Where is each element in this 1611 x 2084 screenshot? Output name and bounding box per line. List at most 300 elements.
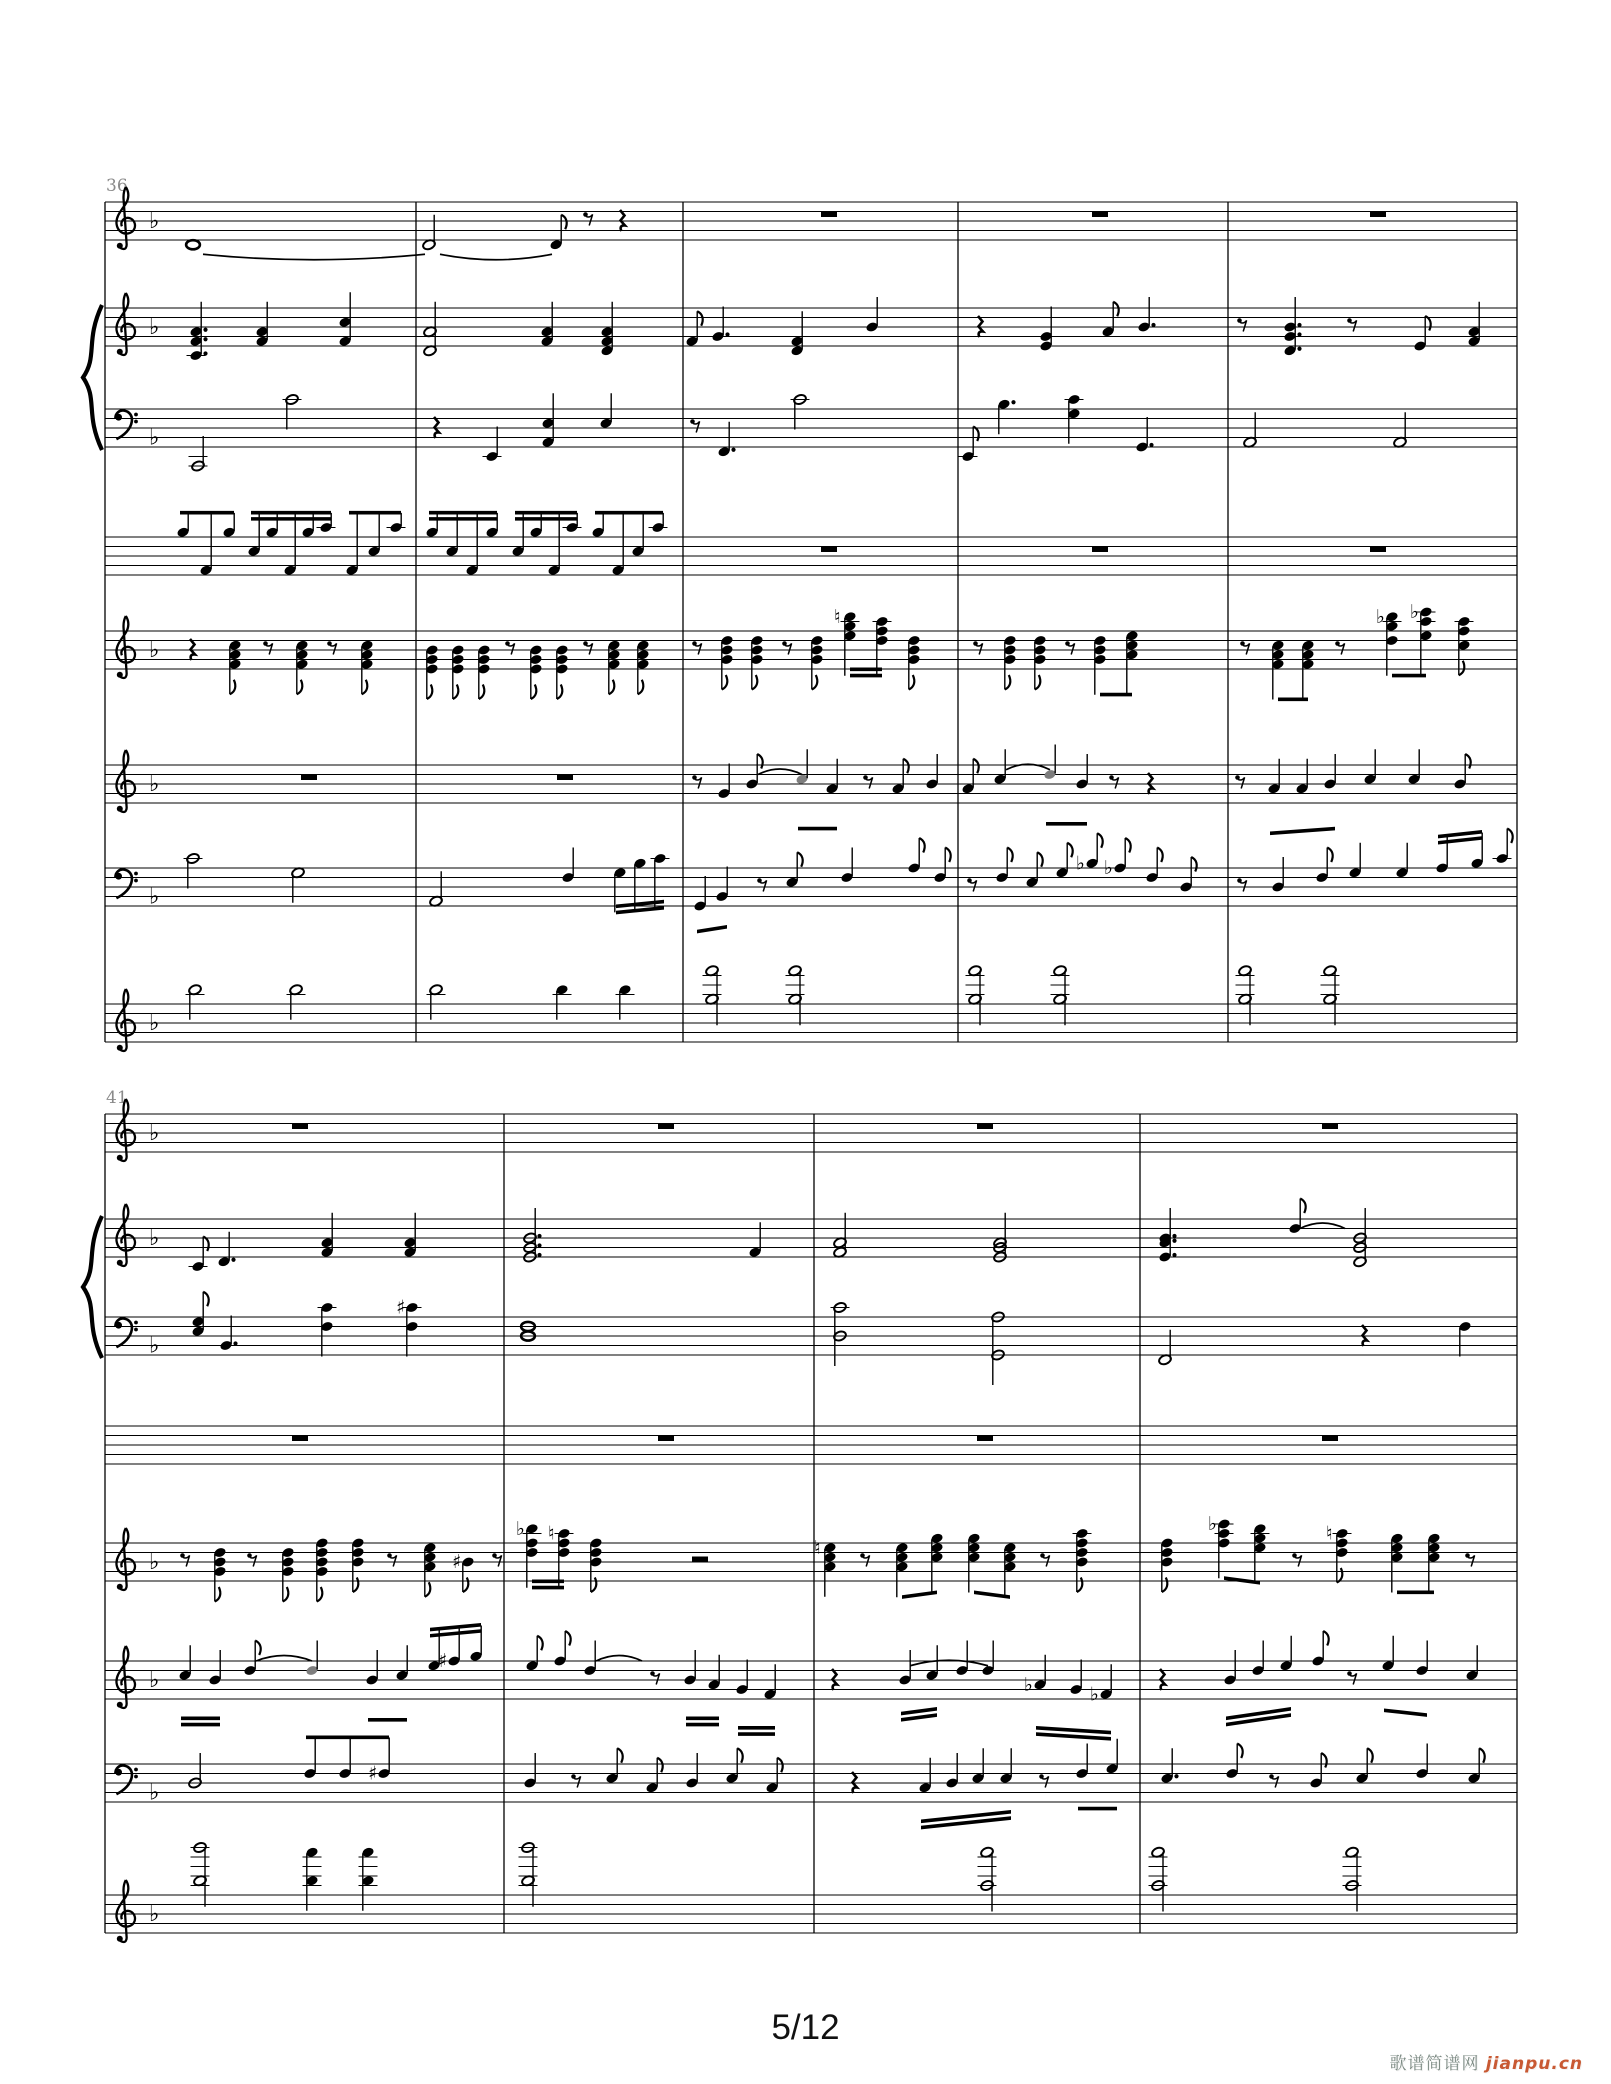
note xyxy=(605,1748,623,1784)
note xyxy=(991,1311,1005,1385)
note xyxy=(1393,412,1407,448)
note xyxy=(187,302,208,362)
note xyxy=(791,393,810,429)
key-flat-icon: ♭ xyxy=(149,772,160,797)
note xyxy=(1073,1528,1092,1592)
accidental-icon: ♭ xyxy=(1104,857,1113,879)
note xyxy=(465,513,479,576)
pad-octave xyxy=(966,965,985,1026)
beam xyxy=(1078,1807,1117,1811)
rest-8 xyxy=(180,1553,189,1566)
accidental-icon: ♮ xyxy=(814,1536,821,1559)
rest-8 xyxy=(387,1553,396,1566)
note xyxy=(213,1547,227,1602)
accidental-icon: ♭ xyxy=(1076,852,1085,875)
note xyxy=(425,644,439,699)
note xyxy=(840,848,854,884)
note xyxy=(765,1758,783,1794)
note xyxy=(189,436,208,472)
note xyxy=(865,297,879,333)
system-36 xyxy=(83,176,1517,1051)
rest-1 xyxy=(1092,212,1108,218)
note xyxy=(351,1537,365,1592)
rest-8 xyxy=(690,419,699,432)
note xyxy=(1003,1542,1017,1597)
note xyxy=(541,393,555,448)
rest-8 xyxy=(327,641,336,654)
note xyxy=(1075,754,1089,790)
note xyxy=(291,867,305,903)
beam xyxy=(368,1718,407,1722)
note xyxy=(1395,843,1409,879)
note xyxy=(1125,630,1139,695)
rest-8 xyxy=(1040,1553,1049,1566)
slur xyxy=(758,769,802,775)
beam xyxy=(306,1736,389,1740)
note xyxy=(1381,1636,1395,1672)
rest-1 xyxy=(821,212,837,218)
note xyxy=(1271,857,1285,893)
note xyxy=(540,302,554,347)
note xyxy=(1279,1636,1293,1672)
note xyxy=(1105,1739,1119,1775)
note xyxy=(529,644,543,699)
beam xyxy=(1036,1726,1111,1741)
rest-1 xyxy=(658,1124,674,1130)
rest-8 xyxy=(1347,1671,1356,1684)
note xyxy=(1467,302,1481,347)
accidental-icon: ♮ xyxy=(1326,1522,1333,1545)
note xyxy=(649,513,668,533)
measure-number: 41 xyxy=(106,1088,128,1108)
note xyxy=(1455,616,1474,676)
note xyxy=(707,1655,721,1691)
rest-8 xyxy=(263,641,272,654)
note xyxy=(891,759,909,795)
rest-8 xyxy=(1240,641,1249,654)
note xyxy=(1160,1748,1178,1784)
note xyxy=(1251,1641,1265,1677)
note xyxy=(188,1753,202,1789)
note xyxy=(1025,852,1043,888)
note xyxy=(616,984,635,1020)
piano-brace xyxy=(83,305,102,450)
note xyxy=(685,1753,699,1789)
note xyxy=(483,427,502,463)
note xyxy=(717,422,735,458)
rest-8 xyxy=(782,641,791,654)
note xyxy=(748,1222,762,1258)
beam xyxy=(429,511,497,521)
beam xyxy=(1392,674,1426,678)
beam xyxy=(738,1726,775,1736)
beam xyxy=(1438,830,1482,845)
note xyxy=(785,852,803,888)
note xyxy=(184,852,203,888)
note xyxy=(525,1636,543,1672)
rest-1 xyxy=(1370,212,1386,218)
note xyxy=(717,764,731,800)
staff-bass xyxy=(105,1764,1517,1802)
piano-brace xyxy=(83,1216,102,1358)
rest-8 xyxy=(1292,1553,1301,1566)
staff-piano-rh xyxy=(105,1219,1517,1257)
note xyxy=(425,513,439,538)
note xyxy=(345,513,359,576)
note xyxy=(320,1213,334,1258)
staff-melody xyxy=(105,1114,1517,1152)
beam xyxy=(902,1591,937,1599)
note xyxy=(217,1232,235,1268)
bass-clef-icon xyxy=(115,869,138,898)
accidental-icon: ♭ xyxy=(1208,1513,1217,1535)
note xyxy=(283,513,297,576)
beam xyxy=(921,1810,1011,1829)
staff-drums xyxy=(105,537,1517,575)
note xyxy=(387,513,406,533)
rest-8 xyxy=(492,1553,501,1566)
note xyxy=(228,639,242,694)
note xyxy=(750,635,764,690)
staff-drums xyxy=(105,1426,1517,1464)
note xyxy=(281,1547,295,1602)
note xyxy=(191,1292,209,1337)
beam xyxy=(1384,1709,1427,1717)
note xyxy=(1101,302,1119,338)
pad-octave xyxy=(1149,1846,1168,1911)
system-41 xyxy=(83,1088,1517,1942)
rest-1 xyxy=(658,1436,674,1442)
bass-clef-icon xyxy=(115,1318,138,1347)
key-flat-icon: ♭ xyxy=(149,1550,160,1575)
note xyxy=(1415,1744,1429,1780)
note xyxy=(685,311,703,347)
key-flat-icon: ♭ xyxy=(149,1902,160,1927)
note xyxy=(208,1650,222,1686)
key-flat-icon: ♭ xyxy=(149,315,160,340)
key-flat-icon: ♭ xyxy=(149,638,160,663)
staff-lead xyxy=(105,765,1517,803)
pad-octave xyxy=(191,1841,210,1906)
key-flat-icon: ♭ xyxy=(149,1780,160,1806)
beam xyxy=(349,511,401,515)
rest-8 xyxy=(1465,1553,1474,1566)
note xyxy=(1410,601,1436,676)
note xyxy=(1323,754,1337,790)
rest-8 xyxy=(1237,318,1246,331)
note xyxy=(176,513,190,538)
note xyxy=(423,302,437,357)
note xyxy=(810,635,824,690)
note xyxy=(318,1302,337,1357)
note xyxy=(429,871,443,907)
rest-1 xyxy=(1322,1436,1338,1442)
bass-clef-icon xyxy=(115,1765,138,1794)
measure-number: 36 xyxy=(106,176,128,196)
rest-1 xyxy=(292,1124,308,1130)
note xyxy=(981,1641,995,1677)
rest-8 xyxy=(973,641,982,654)
pad-octave xyxy=(1236,965,1255,1026)
watermark xyxy=(1389,2049,1583,2074)
note xyxy=(338,292,352,347)
note xyxy=(1043,745,1057,781)
rest-8 xyxy=(863,775,872,788)
beam xyxy=(616,900,664,915)
rest-8 xyxy=(1335,641,1344,654)
note xyxy=(395,1645,409,1681)
note xyxy=(1363,749,1377,785)
note xyxy=(295,639,309,694)
note xyxy=(1458,1321,1472,1357)
note xyxy=(599,393,613,429)
staff-bass xyxy=(105,868,1517,906)
note xyxy=(1467,1748,1485,1784)
accidental-icon: ♭ xyxy=(1410,601,1419,623)
accidental-icon: ♯ xyxy=(396,1296,406,1319)
key-flat-icon: ♭ xyxy=(149,1668,160,1693)
rest-8 xyxy=(1109,775,1118,788)
note xyxy=(521,1322,535,1341)
note xyxy=(1039,307,1053,352)
pad-octave xyxy=(519,1841,538,1906)
pad-octave xyxy=(1051,965,1070,1026)
slur xyxy=(203,254,425,260)
note xyxy=(523,1753,537,1789)
rest-8 xyxy=(571,1774,580,1787)
bass-clef-icon xyxy=(115,410,138,439)
note xyxy=(548,1523,574,1588)
note xyxy=(360,639,374,694)
rest-8 xyxy=(247,1553,256,1566)
note xyxy=(1415,1641,1429,1677)
note xyxy=(186,240,200,249)
note xyxy=(359,1846,378,1910)
note xyxy=(422,215,436,251)
note xyxy=(303,1846,322,1910)
accidental-icon: ♭ xyxy=(1376,605,1385,628)
note xyxy=(790,311,804,356)
note xyxy=(1160,1537,1174,1592)
pad-octave xyxy=(786,965,805,1026)
note xyxy=(735,1660,749,1696)
note xyxy=(795,749,809,785)
rest-1 xyxy=(292,1436,308,1442)
key-flat-icon: ♭ xyxy=(149,1011,160,1036)
note xyxy=(1493,829,1513,865)
note xyxy=(833,1213,847,1259)
staff-pad xyxy=(105,1895,1517,1933)
beam xyxy=(697,925,727,933)
key-flat-icon: ♭ xyxy=(149,884,160,910)
staff-melody xyxy=(105,202,1517,240)
note xyxy=(317,513,336,533)
beam xyxy=(430,1623,481,1638)
key-flat-icon: ♭ xyxy=(149,425,160,451)
accidental-icon: ♭ xyxy=(1024,1673,1033,1696)
note xyxy=(255,302,269,347)
note xyxy=(589,1537,603,1592)
rest-1 xyxy=(301,775,317,781)
note xyxy=(720,635,734,690)
beam xyxy=(1100,693,1132,697)
note xyxy=(651,853,670,909)
note xyxy=(178,1645,192,1681)
accidental-icon: ♯ xyxy=(438,1650,448,1672)
note xyxy=(725,1748,743,1784)
accidental-icon: ♮ xyxy=(834,605,841,628)
note xyxy=(1033,635,1047,690)
note xyxy=(365,1650,379,1686)
rest-8 xyxy=(692,641,701,654)
rest-8 xyxy=(692,775,701,788)
key-flat-icon: ♭ xyxy=(149,209,160,234)
note xyxy=(553,984,572,1020)
rest-1 xyxy=(1092,547,1108,553)
note xyxy=(907,635,921,690)
rest-1 xyxy=(557,775,573,781)
pad-octave xyxy=(978,1846,997,1911)
rest-8 xyxy=(967,878,976,891)
note xyxy=(825,759,839,795)
beam xyxy=(180,511,234,515)
beam xyxy=(595,511,663,515)
note xyxy=(485,513,499,538)
rest-8 xyxy=(1347,318,1356,331)
beam xyxy=(515,511,577,521)
rest-8 xyxy=(1065,641,1074,654)
pad-octave xyxy=(1343,1846,1362,1911)
note xyxy=(1075,1744,1089,1780)
note xyxy=(1223,1650,1237,1686)
rest-8 xyxy=(650,1671,659,1684)
note xyxy=(814,1537,837,1597)
note xyxy=(1283,297,1301,357)
note xyxy=(763,1664,777,1700)
note xyxy=(301,513,315,538)
note xyxy=(451,644,465,699)
rest-1 xyxy=(977,1124,993,1130)
note xyxy=(611,513,625,576)
note xyxy=(1158,1208,1176,1263)
rest-2 xyxy=(692,1557,708,1563)
staff-piano-rh xyxy=(105,308,1517,346)
pad-octave xyxy=(703,965,722,1026)
note xyxy=(898,1650,912,1686)
rest-8 xyxy=(757,878,766,891)
note xyxy=(959,427,979,463)
note xyxy=(895,1542,909,1597)
rest-1 xyxy=(821,547,837,553)
note xyxy=(583,1641,597,1677)
rest-8 xyxy=(1237,878,1246,891)
slur xyxy=(596,1656,642,1662)
rest-1 xyxy=(977,1436,993,1442)
note xyxy=(636,639,650,694)
note xyxy=(693,876,707,912)
beam xyxy=(686,1717,719,1727)
rest-1 xyxy=(1322,1124,1338,1130)
note xyxy=(591,513,605,538)
note xyxy=(607,639,621,694)
note xyxy=(873,616,892,676)
slur xyxy=(256,1656,312,1662)
note xyxy=(403,1213,417,1258)
note xyxy=(561,848,575,884)
accidental-icon: ♭ xyxy=(1090,1683,1099,1706)
key-flat-icon: ♭ xyxy=(149,1333,160,1359)
note xyxy=(961,759,979,795)
rest-8 xyxy=(505,641,514,654)
note xyxy=(529,513,543,538)
note xyxy=(993,749,1007,785)
beam xyxy=(798,827,837,831)
pad-octave xyxy=(1321,965,1340,1026)
note xyxy=(1093,635,1107,695)
note xyxy=(997,398,1015,434)
note xyxy=(303,1738,317,1780)
accidental-icon: ♭ xyxy=(516,1517,525,1540)
note xyxy=(631,513,645,557)
beam xyxy=(1397,1591,1434,1595)
note xyxy=(1295,759,1309,795)
watermark-site: 歌谱简谱网 xyxy=(1389,2054,1480,2074)
rest-8 xyxy=(583,641,592,654)
note xyxy=(1003,635,1017,690)
note xyxy=(918,1758,932,1794)
beam xyxy=(1270,827,1335,835)
note xyxy=(1407,749,1421,785)
note xyxy=(315,1537,329,1601)
note xyxy=(555,644,569,699)
slur xyxy=(1300,1223,1345,1229)
note xyxy=(427,984,446,1020)
note xyxy=(1267,759,1281,795)
key-flat-icon: ♭ xyxy=(149,1226,160,1251)
page-number: 5/12 xyxy=(771,2008,840,2047)
slur xyxy=(440,254,552,260)
note xyxy=(1069,1660,1083,1696)
note xyxy=(925,754,939,790)
accidental-icon: ♯ xyxy=(452,1551,462,1573)
note xyxy=(925,1645,939,1681)
note xyxy=(265,513,279,538)
note xyxy=(368,1738,391,1785)
note xyxy=(1355,1748,1373,1784)
note xyxy=(1104,838,1131,879)
note xyxy=(831,1301,850,1366)
note xyxy=(971,1748,985,1784)
note xyxy=(367,513,381,557)
note xyxy=(477,644,491,699)
note xyxy=(715,867,729,903)
rest-8 xyxy=(1235,775,1244,788)
staff-pad xyxy=(105,1004,1517,1042)
beam xyxy=(1226,1707,1291,1726)
note xyxy=(199,513,213,576)
note xyxy=(1465,1645,1479,1681)
rest-8 xyxy=(1039,1774,1048,1787)
note xyxy=(287,984,306,1020)
beam xyxy=(901,1707,937,1722)
note xyxy=(1243,412,1257,448)
note xyxy=(600,302,614,357)
note xyxy=(999,1748,1013,1784)
note xyxy=(955,1641,969,1677)
staff-piano-lh xyxy=(105,1317,1517,1355)
note xyxy=(189,1237,209,1273)
watermark-domain: jianpu.cn xyxy=(1485,2054,1583,2074)
